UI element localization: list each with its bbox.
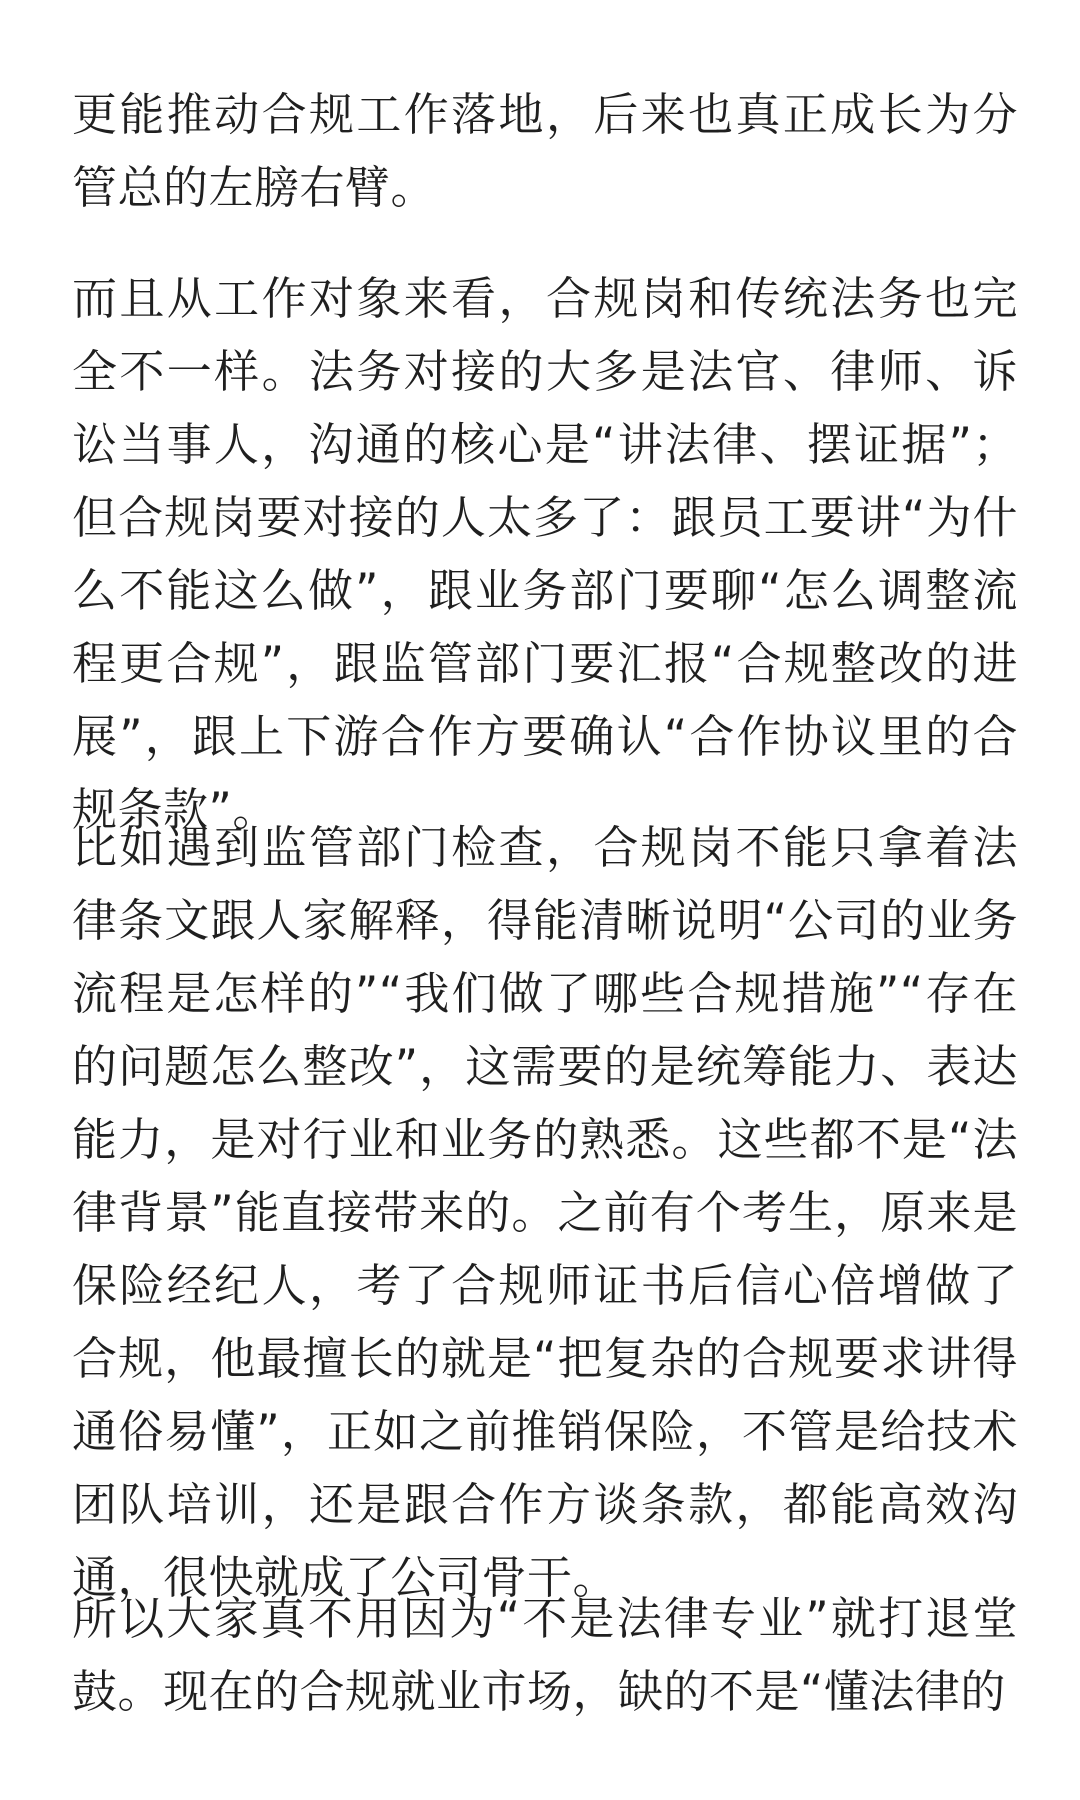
paragraph-1: 更能推动合规工作落地，后来也真正成长为分管总的左膀右臂。 bbox=[72, 88, 1018, 214]
paragraph-2: 而且从工作对象来看，合规岗和传统法务也完全不一样。法务对接的大多是法官、律师、诉讼当事人，沟通的核心是“讲法律、摆证据”；但合规岗要对接的人太多了：跟员工要讲“为什么不能这么做”，跟业务部门要聊“怎么调整流程更合规”，跟监管部门要汇报“合规整改的进展”，跟上下游合作方要确认“合作协议里的合规条款”。 bbox=[72, 272, 1018, 836]
paragraph-4: 所以大家真不用因为“不是法律专业”就打退堂鼓。现在的合规就业市场，缺的不是“懂法律的 bbox=[72, 1592, 1018, 1718]
paragraph-3: 比如遇到监管部门检查，合规岗不能只拿着法律条文跟人家解释，得能清晰说明“公司的业务流程是怎样的”“我们做了哪些合规措施”“存在的问题怎么整改”，这需要的是统筹能力、表达能力，是对行业和业务的熟悉。这些都不是“法律背景”能直接带来的。之前有个考生，原来是保险经纪人，考了合规师证书后信心倍增做了合规，他最擅长的就是“把复杂的合规要求讲得通俗易懂”，正如之前推销保险，不管是给技术团队培训，还是跟合作方谈条款，都能高效沟通，很快就成了公司骨干。 bbox=[72, 821, 1018, 1604]
